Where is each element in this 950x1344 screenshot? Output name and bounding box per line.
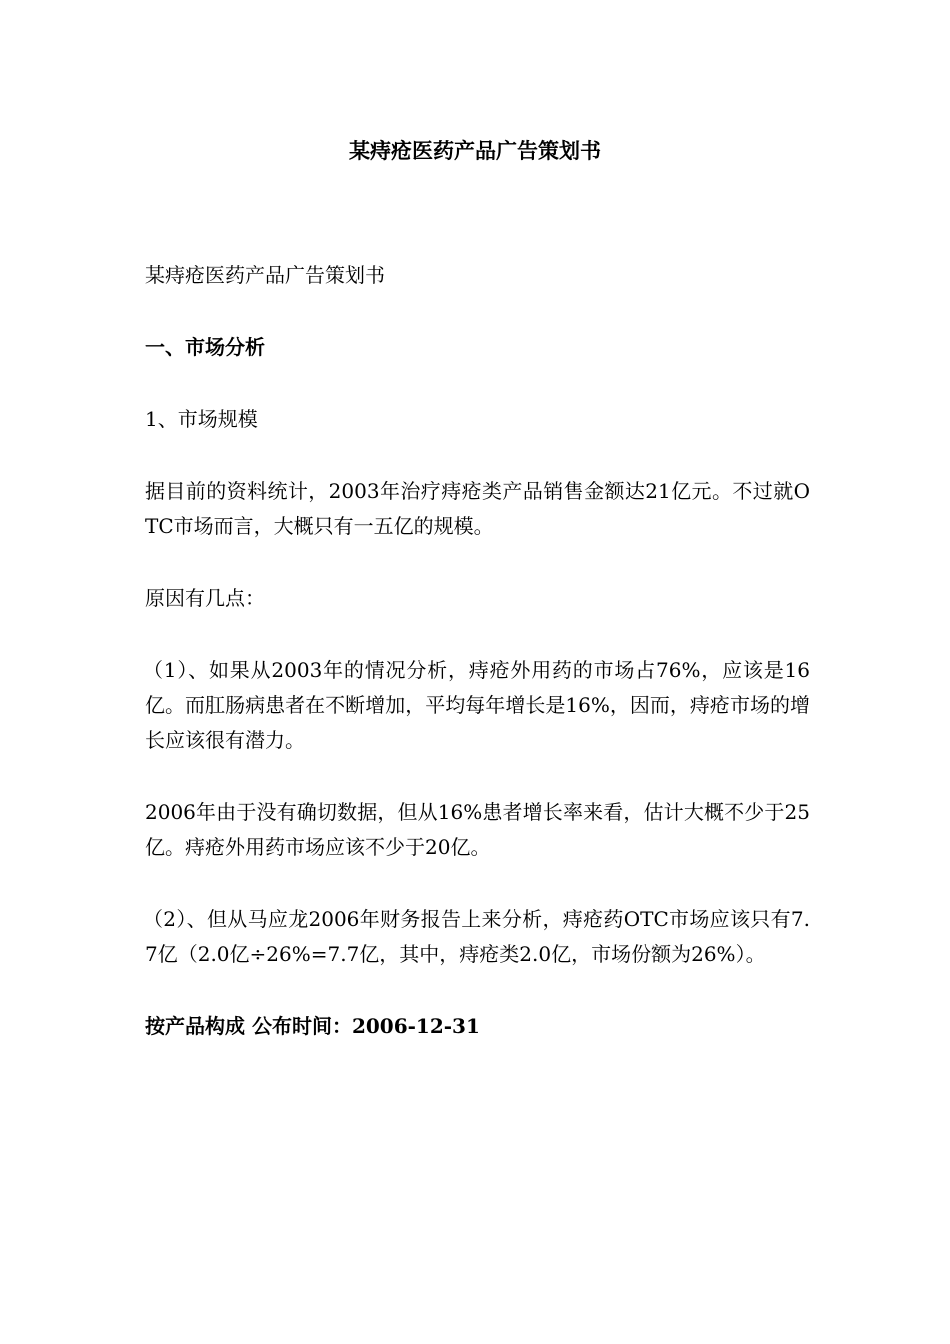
document-body [145, 258, 810, 1081]
section-heading-market-analysis: 一、市场分析 [145, 335, 265, 359]
subsection-heading-market-size: 1、市场规模 [145, 407, 258, 431]
document-title: 某痔疮医药产品广告策划书 [349, 138, 601, 163]
heading-product-composition: 按产品构成 公布时间：2006-12-31 [145, 1014, 480, 1038]
paragraph-subtitle: 某痔疮医药产品广告策划书 [145, 263, 385, 287]
paragraph-reason-1: （1）、如果从2003年的情况分析，痔疮外用药的市场占76%，应该是16亿。而肛肠病患者在不断增加，平均每年增长是16%，因而，痔疮市场的增长应该很有潜力。 [143, 658, 810, 752]
paragraph-reasons-intro: 原因有几点： [145, 586, 265, 610]
paragraph-reason-2: （2）、但从马应龙2006年财务报告上来分析，痔疮药OTC市场应该只有7.7亿（2.0亿÷26%=7.7亿，其中，痔疮类2.0亿，市场份额为26%）。 [143, 907, 810, 966]
paragraph-sales-statistics: 据目前的资料统计，2003年治疗痔疮类产品销售金额达21亿元。不过就OTC市场而言，大概只有一五亿的规模。 [145, 479, 810, 538]
paragraph-2006-estimate: 2006年由于没有确切数据，但从16%患者增长率来看，估计大概不少于25亿。痔疮外用药市场应该不少于20亿。 [145, 800, 810, 859]
